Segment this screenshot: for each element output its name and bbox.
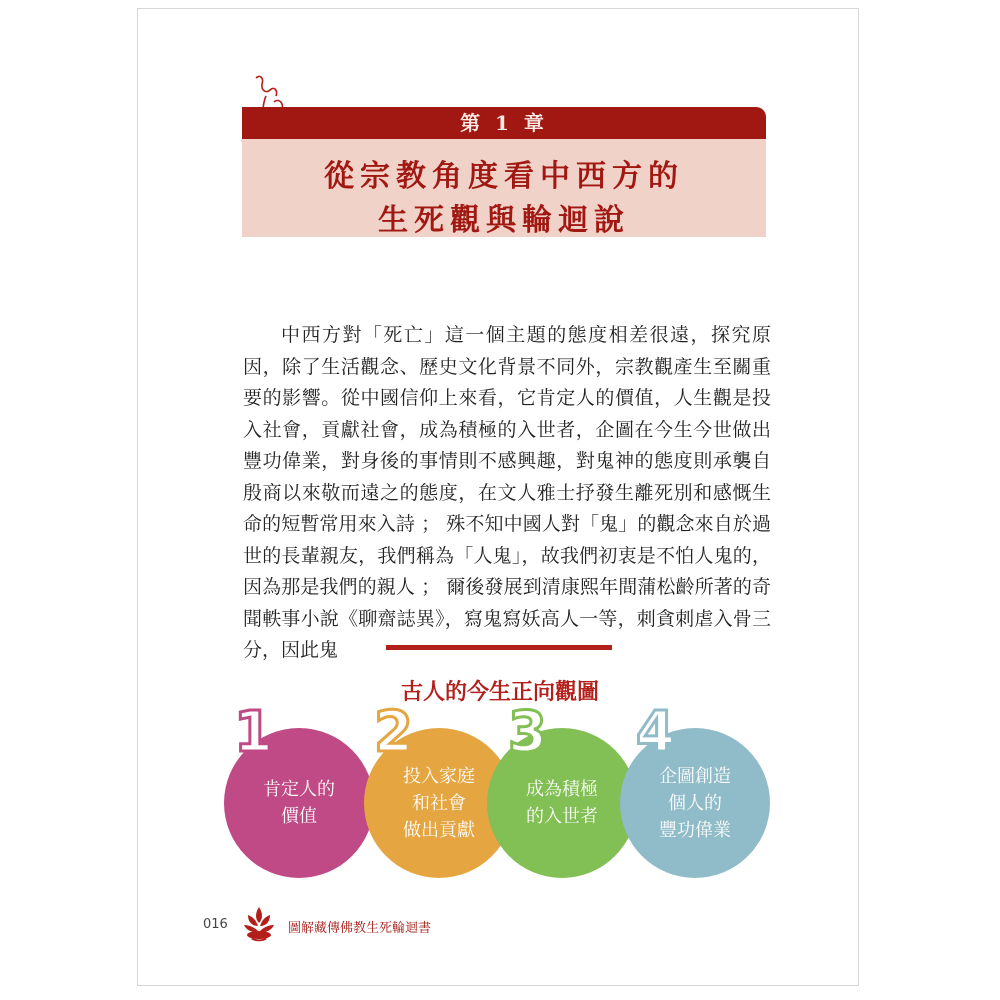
lotus-flower-icon (242, 903, 276, 943)
diagram-number-3: 3 (508, 700, 547, 765)
diagram-number-1: 1 (234, 700, 273, 765)
circle-1-line-1: 肯定人的 (263, 779, 335, 800)
circle-3-line-1: 成為積極 (526, 779, 598, 800)
diagram-number-4: 4 (636, 700, 675, 765)
diagram-number-2: 2 (374, 700, 413, 765)
chapter-label: 第 1 章 (460, 111, 548, 135)
circle-1-line-2: 價值 (281, 806, 317, 827)
footer-book-title: 圖解藏傳佛教生死輪迴書 (288, 921, 432, 936)
diagram-divider (386, 645, 612, 650)
circle-4-line-2: 個人的 (668, 792, 722, 814)
chapter-title-line-2: 生死觀與輪迴說 (378, 203, 630, 238)
circle-4-line-3: 豐功偉業 (659, 819, 731, 841)
body-text (243, 320, 771, 667)
diagram-title: 古人的今生正向觀圖 (400, 680, 599, 705)
circle-4-line-1: 企圖創造 (659, 765, 731, 787)
circle-2-line-1: 投入家庭 (403, 765, 475, 787)
chapter-title-line-1: 從宗教角度看中西方的 (324, 159, 684, 194)
body-paragraph: 中西方對「死亡」這一個主題的態度相差很遠，探究原因，除了生活觀念、歷史文化背景不同外，宗教觀產生至關重要的影響。從中國信仰上來看，它肯定人的價值，人生觀是投入社會，貢獻社會，成為積極的入世者，企圖在今生今世做出豐功偉業，對身後的事情則不感興趣，對鬼神的態度則承襲自殷商以來敬而遠之的態度，在文人雅士抒發生離死別和感慨生命的短暫常用來入詩 ； 殊不知中國人對「鬼」的觀念來自於過世的長輩親友，我們稱為「人鬼」，故我們初衷是不怕人鬼的，因為那是我們的親人 ； 爾後發展到清康熙年間蒲松齡所著的奇聞軼事小說《聊齋誌異》，寫鬼寫妖高人一等，刺貪刺虐入骨三分，因此鬼 (243, 324, 771, 661)
page-number: 016 (203, 917, 228, 932)
circle-3-line-2: 的入世者 (526, 806, 598, 827)
circle-2-line-2: 和社會 (412, 792, 466, 814)
circle-2-line-3: 做出貢獻 (403, 819, 475, 841)
